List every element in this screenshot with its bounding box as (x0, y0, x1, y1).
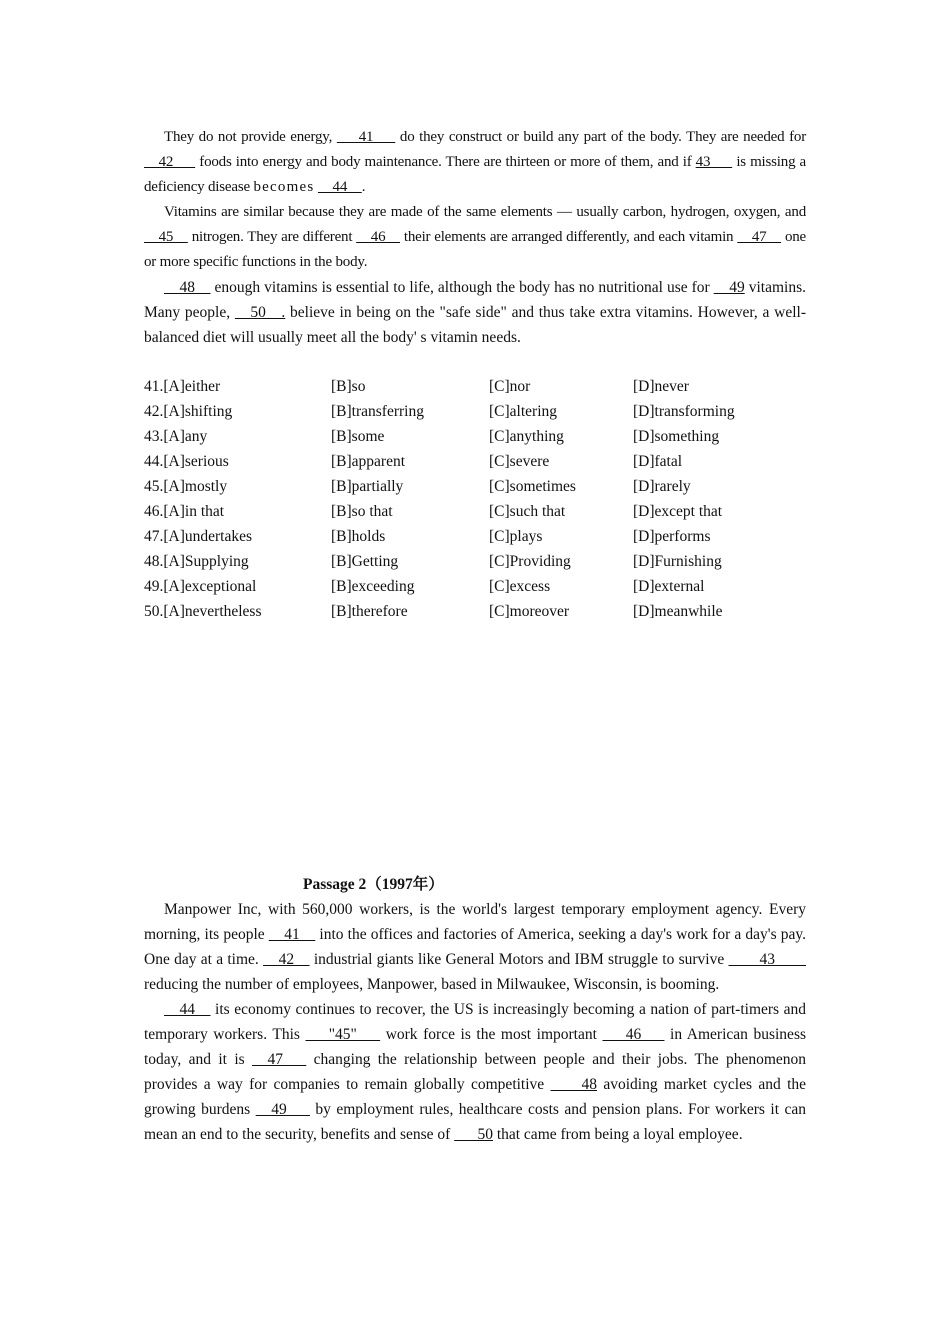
text-run: becomes (253, 179, 315, 195)
blank-46: 46 (356, 229, 400, 245)
text-run: Manpower Inc, with 560,000 workers, is the world's largest temporary employment agency. Every morning, its people (144, 901, 806, 943)
blank-43: 43 (695, 154, 733, 170)
text-run: do they construct or build any part of the body. They are needed for (395, 129, 806, 145)
option-b: [B]some (331, 428, 385, 445)
text-run: into the offices and factories of America, seeking a day's work for a day's pay. One day at a time. (144, 926, 806, 968)
option-a: 42.[A]shifting (144, 403, 233, 420)
option-c: [C]sometimes (489, 478, 576, 495)
text-run: industrial giants like General Motors and IBM struggle to survive (309, 951, 729, 968)
blank-49: 49 (713, 279, 745, 296)
text-run: foods into energy and body maintenance. There are thirteen or more of them, and if (195, 154, 696, 170)
text-run: is missing a deficiency disease (144, 154, 806, 195)
option-row-42 (144, 399, 806, 424)
option-d: [D]something (633, 428, 720, 445)
passage2-text (144, 897, 806, 1147)
option-a: 41.[A]either (144, 378, 221, 395)
passage2-paragraph-2 (144, 997, 806, 1147)
option-row-48 (144, 549, 806, 574)
text-run: that came from being a loyal employee. (492, 1126, 743, 1143)
option-a: 46.[A]in that (144, 503, 225, 520)
option-c: [C]Providing (489, 553, 571, 570)
text-run: reducing the number of employees, Manpower, based in Milwaukee, Wisconsin, is booming. (144, 976, 720, 993)
option-c: [C]moreover (489, 603, 570, 620)
text-run: They do not provide energy, (164, 129, 337, 145)
blank-48: 48 (164, 279, 211, 296)
passage2-title: Passage 2（1997年） (303, 876, 444, 893)
option-c: [C]excess (489, 578, 551, 595)
option-b: [B]exceeding (331, 578, 415, 595)
passage1-paragraph-2 (144, 200, 806, 275)
text-run: nitrogen. They are different (187, 229, 357, 245)
option-d: [D]external (633, 578, 705, 595)
option-row-49 (144, 574, 806, 599)
option-d: [D]transforming (633, 403, 735, 420)
text-run: by employment rules, healthcare costs and pension plans. For workers it can mean an end to the security, benefits and sense of (144, 1101, 806, 1143)
passage1-text (144, 125, 806, 350)
option-row-44 (144, 449, 806, 474)
option-b: [B]apparent (331, 453, 406, 470)
option-d: [D]fatal (633, 453, 683, 470)
text-run: its economy continues to recover, the US is increasingly becoming a nation of part-timers and temporary workers. This (144, 1001, 806, 1043)
text-run: in American business today, and it is (144, 1026, 807, 1068)
option-d: [D]performs (633, 528, 711, 545)
option-b: [B]so that (331, 503, 393, 520)
option-c: [C]altering (489, 403, 558, 420)
passage1-paragraph-1 (144, 125, 806, 200)
text-run: work force is the most important (380, 1026, 603, 1043)
option-a: 45.[A]mostly (144, 478, 228, 495)
option-row-45 (144, 474, 806, 499)
option-d: [D]Furnishing (633, 553, 722, 570)
option-row-41 (144, 374, 806, 399)
blank-44: 44 (164, 1001, 211, 1018)
text-run: one or more specific functions in the body. (144, 229, 806, 270)
option-a: 48.[A]Supplying (144, 553, 249, 570)
option-d: [D]rarely (633, 478, 691, 495)
option-c: [C]nor (489, 378, 531, 395)
passage2-paragraph-1 (144, 897, 806, 997)
option-c: [C]plays (489, 528, 543, 545)
blank-42: 42 (263, 951, 310, 968)
answer-options (144, 374, 806, 624)
option-a: 49.[A]exceptional (144, 578, 257, 595)
option-a: 44.[A]serious (144, 453, 229, 470)
text-run: . (361, 179, 366, 195)
text-run: enough vitamins is essential to life, although the body has no nutritional use for (210, 279, 714, 296)
text-run: vitamins. Many people, (144, 279, 806, 321)
blank-41: 41 (336, 129, 396, 145)
text-run: their elements are arranged differently, and each vitamin (399, 229, 738, 245)
blank-41: 41 (268, 926, 316, 943)
blank-47: 47 (252, 1051, 307, 1068)
blank-44: 44 (317, 179, 362, 195)
option-b: [B]Getting (331, 553, 399, 570)
blank-45: 45 (144, 229, 188, 245)
blank-42: 42 (144, 154, 196, 170)
option-c: [C]such that (489, 503, 566, 520)
option-row-50 (144, 599, 806, 624)
blank-50: 50 (454, 1126, 493, 1143)
passage1-paragraph-3 (144, 275, 806, 350)
option-c: [C]anything (489, 428, 564, 445)
option-d: [D]never (633, 378, 689, 395)
option-a: 50.[A]nevertheless (144, 603, 262, 620)
option-row-43 (144, 424, 806, 449)
blank-46: 46 (602, 1026, 665, 1043)
option-c: [C]severe (489, 453, 550, 470)
option-b: [B]therefore (331, 603, 408, 620)
blank-48: 48 (550, 1076, 598, 1093)
option-b: [B]holds (331, 528, 386, 545)
option-b: [B]partially (331, 478, 404, 495)
blank-45: "45" (305, 1026, 381, 1043)
option-d: [D]except that (633, 503, 723, 520)
text-run: avoiding market cycles and the growing burdens (144, 1076, 807, 1118)
blank-47: 47 (737, 229, 782, 245)
blank-43: 43 (728, 951, 806, 968)
blank-49: 49 (255, 1101, 310, 1118)
option-a: 43.[A]any (144, 428, 208, 445)
blank-50: 50 . (234, 304, 286, 321)
text-run: changing the relationship between people and their jobs. The phenomenon provides a way for companies to remain globally competitive (144, 1051, 807, 1093)
text-run: believe in being on the "safe side" and thus take extra vitamins. However, a well-balanced diet will usually meet all the body' s vitamin needs. (144, 304, 806, 346)
option-row-46 (144, 499, 806, 524)
option-b: [B]so (331, 378, 366, 395)
option-b: [B]transferring (331, 403, 424, 420)
option-d: [D]meanwhile (633, 603, 723, 620)
option-row-47 (144, 524, 806, 549)
option-a: 47.[A]undertakes (144, 528, 253, 545)
text-run: Vitamins are similar because they are made of the same elements — usually carbon, hydrogen, oxygen, and (164, 204, 806, 220)
